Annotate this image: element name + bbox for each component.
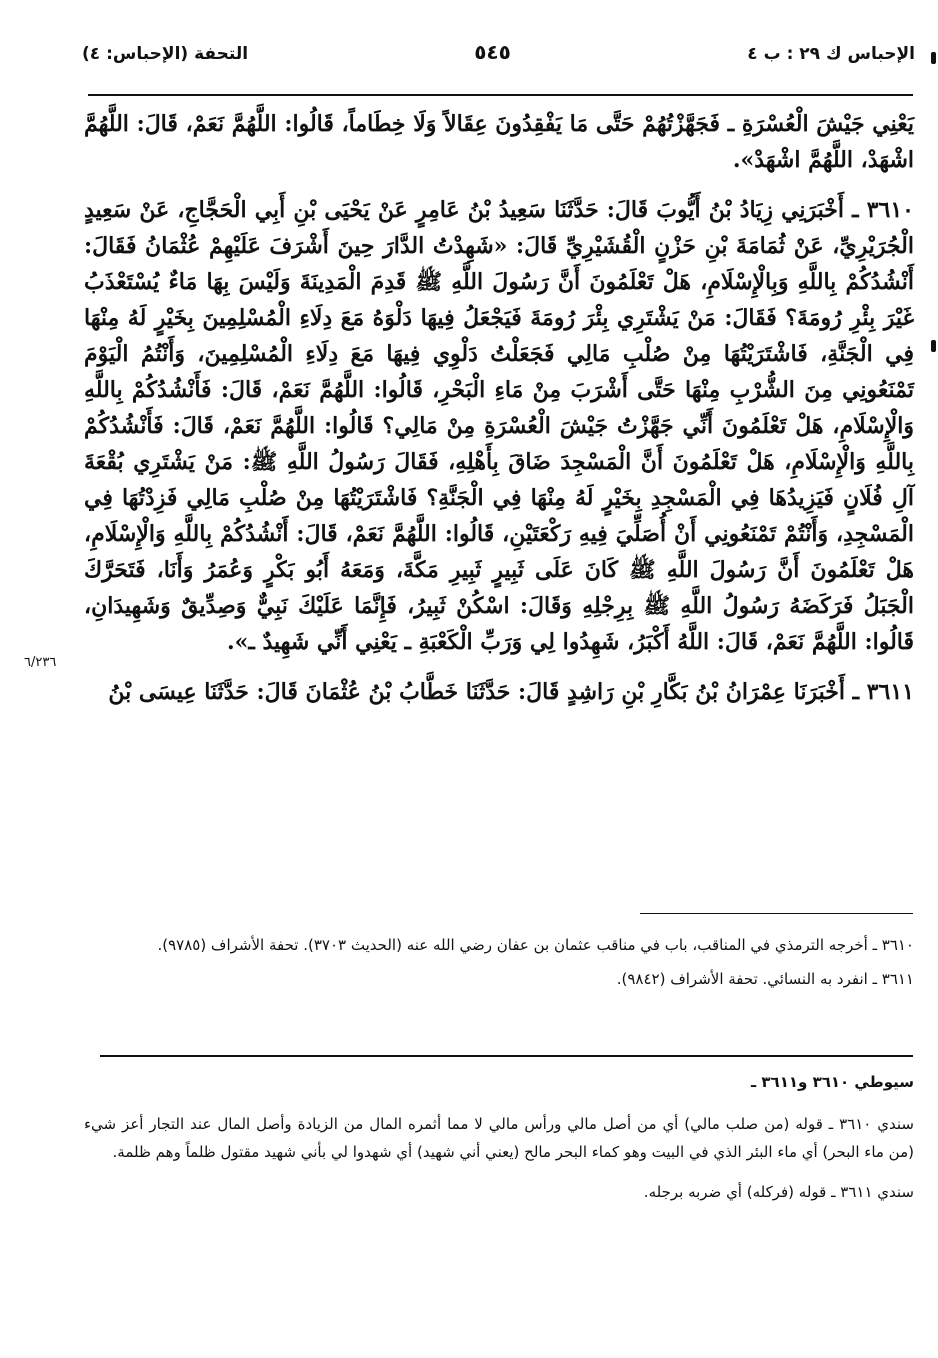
header-chapter-ref: الإحباس ك ٢٩ : ب ٤ bbox=[747, 44, 915, 64]
footnotes bbox=[84, 930, 914, 998]
margin-mark bbox=[931, 52, 936, 64]
commentary-sindi-3611: سندي ٣٦١١ ـ قوله (فركله) أي ضربه برجله. bbox=[643, 1183, 914, 1201]
footnote-3611: ٣٦١١ ـ انفرد به النسائي. تحفة الأشراف (٩٨٤٢). bbox=[616, 970, 914, 988]
commentary bbox=[84, 1068, 914, 1218]
header-tuhfa-ref: التحفة (الإحباس: ٤) bbox=[82, 44, 249, 64]
main-text bbox=[84, 106, 914, 724]
header-divider bbox=[88, 94, 913, 96]
margin-mark bbox=[931, 340, 936, 352]
commentary-sindi-3610: سندي ٣٦١٠ ـ قوله (من صلب مالي) أي من أصل مالي ورأس مالي لا مما أثمره المال من الزيادة وأصل المال عند التجار أعز شيء (من ماء البحر) أي ماء البئر الذي في البيت وهو كماء البحر مالح (يعني أني شهيد) أي شهدوا لي بأني شهيد مقتول ظلماً وهم ظلمة. bbox=[84, 1115, 914, 1161]
page-number: ٥٤٥ bbox=[474, 40, 511, 64]
commentary-title: سيوطي ٣٦١٠ و٣٦١١ ـ bbox=[751, 1073, 914, 1091]
hadith-3610: ٣٦١٠ ـ أَخْبَرَنِي زِيَادُ بْنُ أَيُّوبَ قَالَ: حَدَّثَنَا سَعِيدُ بْنُ عَامِرٍ عَنْ يَحْيَى بْنِ أَبِي الْحَجَّاجِ، عَنْ سَعِيدٍ الْجُرَيْرِيِّ، عَنْ ثُمَامَةَ بْنِ حَزْنٍ الْقُشَيْرِيِّ قَالَ: «شَهِدْتُ الدَّارَ حِينَ أَشْرَفَ عَلَيْهِمْ عُثْمَانُ فَقَالَ: أَنْشُدُكُمْ بِاللَّهِ وَبِالْإِسْلَامِ، هَلْ تَعْلَمُونَ أَنَّ رَسُولَ اللَّهِ ﷺ قَدِمَ الْمَدِينَةَ وَلَيْسَ بِهَا مَاءٌ يُسْتَعْذَبُ غَيْرَ بِئْرِ رُومَةَ؟ فَقَالَ: مَنْ يَشْتَرِي بِئْرَ رُومَةَ فَيَجْعَلُ فِيهَا دَلْوَهُ مَعَ دِلَاءِ الْمُسْلِمِينَ بِخَيْرٍ لَهُ مِنْهَا فِي الْجَنَّةِ، فَاشْتَرَيْتُهَا مِنْ صُلْبِ مَالِي فَجَعَلْتُ دَلْوِي فِيهَا مَعَ دِلَاءِ الْمُسْلِمِينَ، وَأَنْتُمُ الْيَوْمَ تَمْنَعُونِي مِنَ الشُّرْبِ مِنْهَا حَتَّى أَشْرَبَ مِنْ مَاءِ الْبَحْرِ، قَالُوا: اللَّهُمَّ نَعَمْ، قَالَ: فَأَنْشُدُكُمْ بِاللَّهِ وَالْإِسْلَامِ، هَلْ تَعْلَمُونَ أَنِّي جَهَّزْتُ جَيْشَ الْعُسْرَةِ مِنْ مَالِي؟ قَالُوا: اللَّهُمَّ نَعَمْ، قَالَ: فَأَنْشُدُكُمْ بِاللَّهِ وَالْإِسْلَامِ، هَلْ تَعْلَمُونَ أَنَّ الْمَسْجِدَ ضَاقَ بِأَهْلِهِ، فَقَالَ رَسُولُ اللَّهِ ﷺ: مَنْ يَشْتَرِي بُقْعَةَ آلِ فُلَانٍ فَيَزِيدُهَا فِي الْمَسْجِدِ بِخَيْرٍ لَهُ مِنْهَا فِي الْجَنَّةِ؟ فَاشْتَرَيْتُهَا مِنْ صُلْبِ مَالِي فَزِدْتُهَا فِي الْمَسْجِدِ، وَأَنْتُمْ تَمْنَعُونِي أَنْ أُصَلِّيَ فِيهِ رَكْعَتَيْنِ، قَالُوا: اللَّهُمَّ نَعَمْ، قَالَ: أَنْشُدُكُمْ بِاللَّهِ وَالْإِسْلَامِ، هَلْ تَعْلَمُونَ أَنَّ رَسُولَ اللَّهِ ﷺ كَانَ عَلَى ثَبِيرٍ ثَبِيرِ مَكَّةَ، وَمَعَهُ أَبُو بَكْرٍ وَعُمَرُ وَأَنَا، فَتَحَرَّكَ الْجَبَلُ فَرَكَضَهُ رَسُولُ اللَّهِ ﷺ بِرِجْلِهِ وَقَالَ: اسْكُنْ ثَبِيرُ، فَإِنَّمَا عَلَيْكَ نَبِيٌّ وَصِدِّيقٌ وَشَهِيدَانِ، قَالُوا: اللَّهُمَّ نَعَمْ، قَالَ: اللَّهُ أَكْبَرُ، شَهِدُوا لِي وَرَبِّ الْكَعْبَةِ ـ يَعْنِي أَنِّي شَهِيدٌ ـ». bbox=[84, 197, 914, 655]
footnote-divider bbox=[640, 913, 913, 914]
footnote-3610: ٣٦١٠ ـ أخرجه الترمذي في المناقب، باب في مناقب عثمان بن عفان رضي الله عنه (الحديث ٣٧٠٣). تحفة الأشراف (٩٧٨٥). bbox=[157, 936, 914, 954]
hadith-continuation: يَعْنِي جَيْشَ الْعُسْرَةِ ـ فَجَهَّزْتُهُمْ حَتَّى مَا يَفْقِدُونَ عِقَالاً وَلَا خِطَاماً، قَالُوا: اللَّهُمَّ نَعَمْ، قَالَ: اللَّهُمَّ اشْهَدْ، اللَّهُمَّ اشْهَدْ». bbox=[84, 111, 914, 173]
margin-reference: ٦/٢٣٦ bbox=[24, 655, 57, 670]
commentary-divider bbox=[100, 1055, 913, 1057]
hadith-3611: ٣٦١١ ـ أَخْبَرَنَا عِمْرَانُ بْنُ بَكَّارِ بْنِ رَاشِدٍ قَالَ: حَدَّثَنَا خَطَّابُ بْنُ عُثْمَانَ قَالَ: حَدَّثَنَا عِيسَى بْنُ bbox=[108, 679, 914, 705]
page-header bbox=[70, 38, 915, 78]
